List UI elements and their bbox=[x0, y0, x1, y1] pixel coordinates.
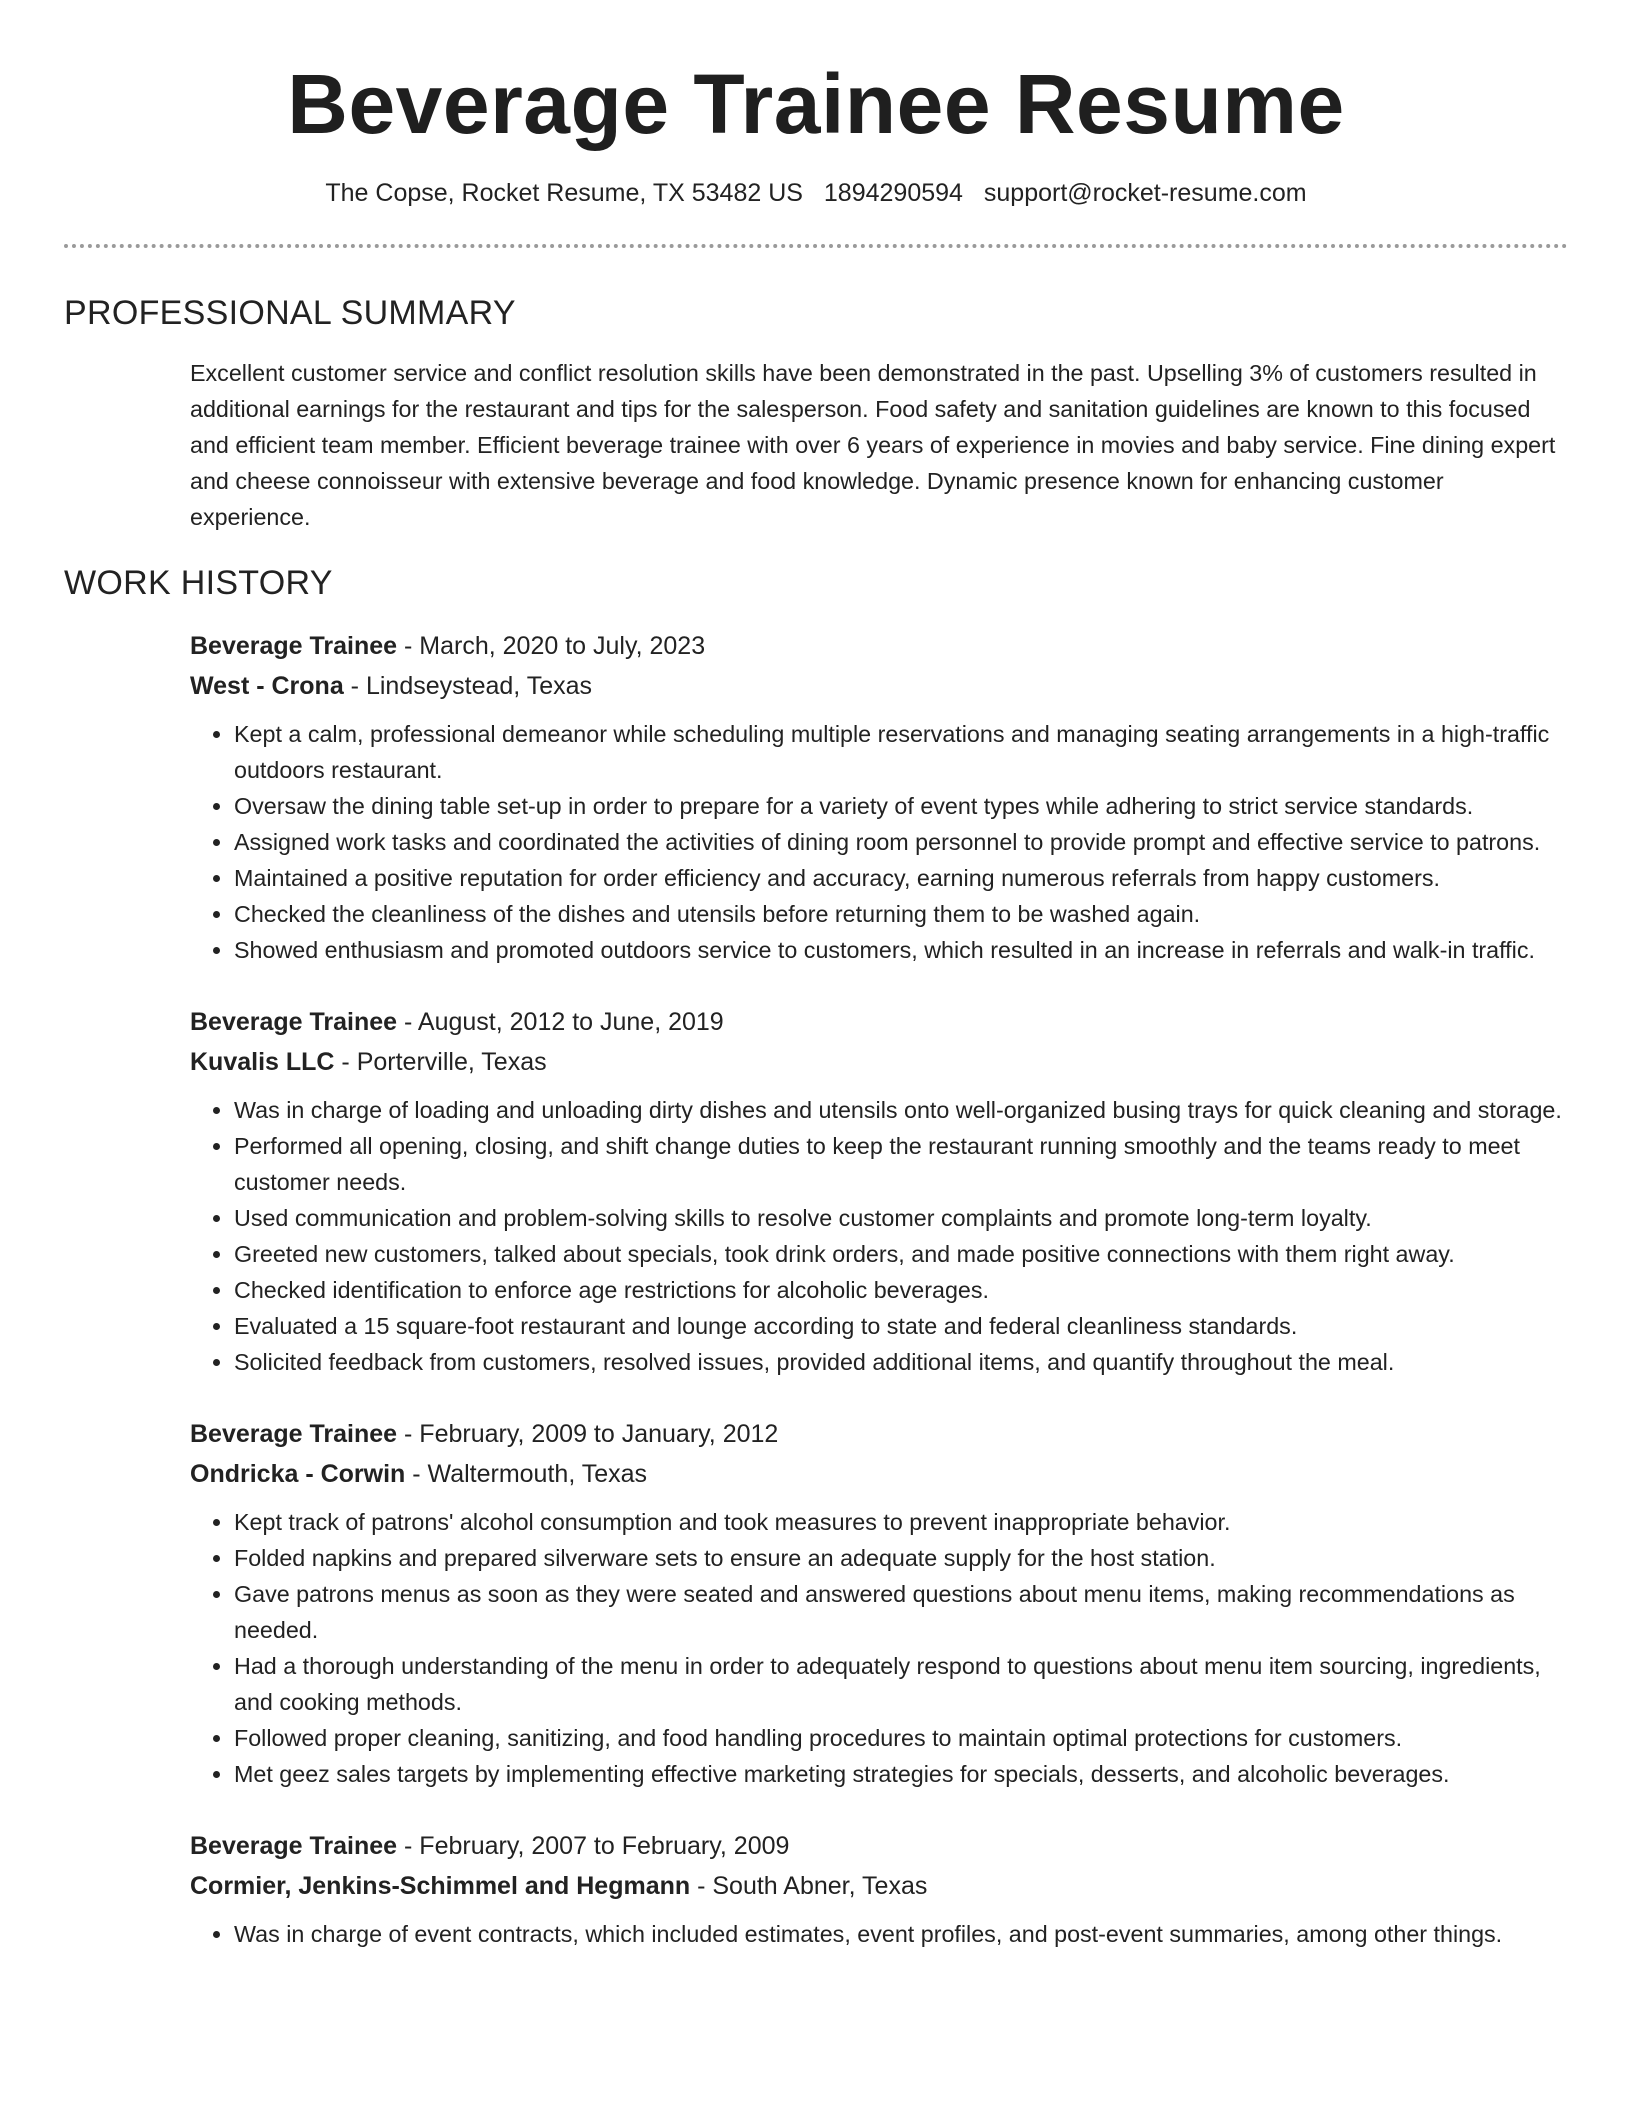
job-company-line bbox=[190, 666, 1568, 706]
resume-page bbox=[64, 0, 1568, 1952]
job-bullets bbox=[190, 716, 1568, 968]
job-bullet: • Oversaw the dining table set-up in order to prepare for a variety of event types while adhering to strict service standards. bbox=[234, 788, 1568, 824]
job-bullet: • Greeted new customers, talked about specials, took drink orders, and made positive connections with them right away. bbox=[234, 1236, 1568, 1272]
job-company-line bbox=[190, 1454, 1568, 1494]
contact-email: support@rocket-resume.com bbox=[983, 179, 1307, 207]
job-entry bbox=[190, 1414, 1568, 1792]
job-location: - Porterville, Texas bbox=[334, 1048, 547, 1076]
job-company: West - Crona bbox=[190, 672, 344, 700]
job-company: Cormier, Jenkins-Schimmel and Hegmann bbox=[190, 1872, 691, 1900]
job-company-line bbox=[190, 1866, 1568, 1906]
job-bullet: • Assigned work tasks and coordinated the activities of dining room personnel to provide prompt and effective service to patrons. bbox=[234, 824, 1568, 860]
job-bullet: • Kept a calm, professional demeanor while scheduling multiple reservations and managing seating arrangements in a high-traffic outdoors restaurant. bbox=[234, 716, 1568, 788]
job-location: - Waltermouth, Texas bbox=[405, 1460, 648, 1488]
header-divider bbox=[64, 244, 1568, 248]
job-bullet: • Kept track of patrons' alcohol consumption and took measures to prevent inappropriate behavior. bbox=[234, 1504, 1568, 1540]
job-bullet: • Evaluated a 15 square-foot restaurant and lounge according to state and federal cleanliness standards. bbox=[234, 1308, 1568, 1344]
job-entry bbox=[190, 1002, 1568, 1380]
job-bullet: • Followed proper cleaning, sanitizing, and food handling procedures to maintain optimal protections for customers. bbox=[234, 1720, 1568, 1756]
job-bullets bbox=[190, 1504, 1568, 1792]
job-title-line bbox=[190, 1002, 1568, 1042]
job-title: Beverage Trainee bbox=[190, 632, 398, 660]
contact-phone: 1894290594 bbox=[823, 179, 963, 207]
job-bullet: • Performed all opening, closing, and shift change duties to keep the restaurant running smoothly and the teams ready to meet customer needs. bbox=[234, 1128, 1568, 1200]
job-title: Beverage Trainee bbox=[190, 1832, 398, 1860]
resume-title: Beverage Trainee Resume bbox=[287, 57, 1345, 151]
job-title-line bbox=[190, 1414, 1568, 1454]
job-title: Beverage Trainee bbox=[190, 1008, 398, 1036]
job-dates: - February, 2009 to January, 2012 bbox=[397, 1420, 779, 1448]
work-history-heading: WORK HISTORY bbox=[64, 564, 333, 602]
job-entry bbox=[190, 626, 1568, 968]
job-location: - Lindseystead, Texas bbox=[343, 672, 593, 700]
contact-line bbox=[64, 176, 1568, 210]
job-bullet: • Folded napkins and prepared silverware sets to ensure an adequate supply for the host station. bbox=[234, 1540, 1568, 1576]
job-bullet: • Was in charge of event contracts, which included estimates, event profiles, and post-event summaries, among other things. bbox=[234, 1916, 1568, 1952]
job-title: Beverage Trainee bbox=[190, 1420, 398, 1448]
job-bullet: • Used communication and problem-solving skills to resolve customer complaints and promote long-term loyalty. bbox=[234, 1200, 1568, 1236]
job-bullets bbox=[190, 1916, 1568, 1952]
job-company: Kuvalis LLC bbox=[190, 1048, 335, 1076]
job-bullet: • Was in charge of loading and unloading dirty dishes and utensils onto well-organized busing trays for quick cleaning and storage. bbox=[234, 1092, 1568, 1128]
job-entry bbox=[190, 1826, 1568, 1952]
job-bullet: • Had a thorough understanding of the menu in order to adequately respond to questions about menu item sourcing, ingredients, and cooking methods. bbox=[234, 1648, 1568, 1720]
job-dates: - March, 2020 to July, 2023 bbox=[397, 632, 706, 660]
job-title-line bbox=[190, 626, 1568, 666]
job-bullets bbox=[190, 1092, 1568, 1380]
job-bullet: • Checked identification to enforce age restrictions for alcoholic beverages. bbox=[234, 1272, 1568, 1308]
job-bullet: • Checked the cleanliness of the dishes and utensils before returning them to be washed again. bbox=[234, 896, 1568, 932]
job-dates: - February, 2007 to February, 2009 bbox=[397, 1832, 790, 1860]
job-bullet: • Met geez sales targets by implementing effective marketing strategies for specials, desserts, and alcoholic beverages. bbox=[234, 1756, 1568, 1792]
job-title-line bbox=[190, 1826, 1568, 1866]
job-company-line bbox=[190, 1042, 1568, 1082]
summary-heading: PROFESSIONAL SUMMARY bbox=[64, 294, 516, 332]
job-bullet: • Maintained a positive reputation for order efficiency and accuracy, earning numerous referrals from happy customers. bbox=[234, 860, 1568, 896]
summary-text: Excellent customer service and conflict resolution skills have been demonstrated in the past. Upselling 3% of customers resulted in additional earnings for the restaurant and tips for the salesperson. Food safety and sanitation guidelines are known to this focused and efficient team member. Efficient beverage trainee with over 6 years of experience in movies and baby service. Fine dining expert and cheese connoisseur with extensive beverage and food knowledge. Dynamic presence known for enhancing customer experience. bbox=[190, 360, 1556, 530]
job-dates: - August, 2012 to June, 2019 bbox=[397, 1008, 724, 1036]
job-bullet: • Gave patrons menus as soon as they were seated and answered questions about menu items, making recommendations as needed. bbox=[234, 1576, 1568, 1648]
contact-address: The Copse, Rocket Resume, TX 53482 US bbox=[325, 179, 803, 207]
job-company: Ondricka - Corwin bbox=[190, 1460, 406, 1488]
job-location: - South Abner, Texas bbox=[690, 1872, 928, 1900]
job-bullet: • Solicited feedback from customers, resolved issues, provided additional items, and quantify throughout the meal. bbox=[234, 1344, 1568, 1380]
job-bullet: • Showed enthusiasm and promoted outdoors service to customers, which resulted in an increase in referrals and walk-in traffic. bbox=[234, 932, 1568, 968]
